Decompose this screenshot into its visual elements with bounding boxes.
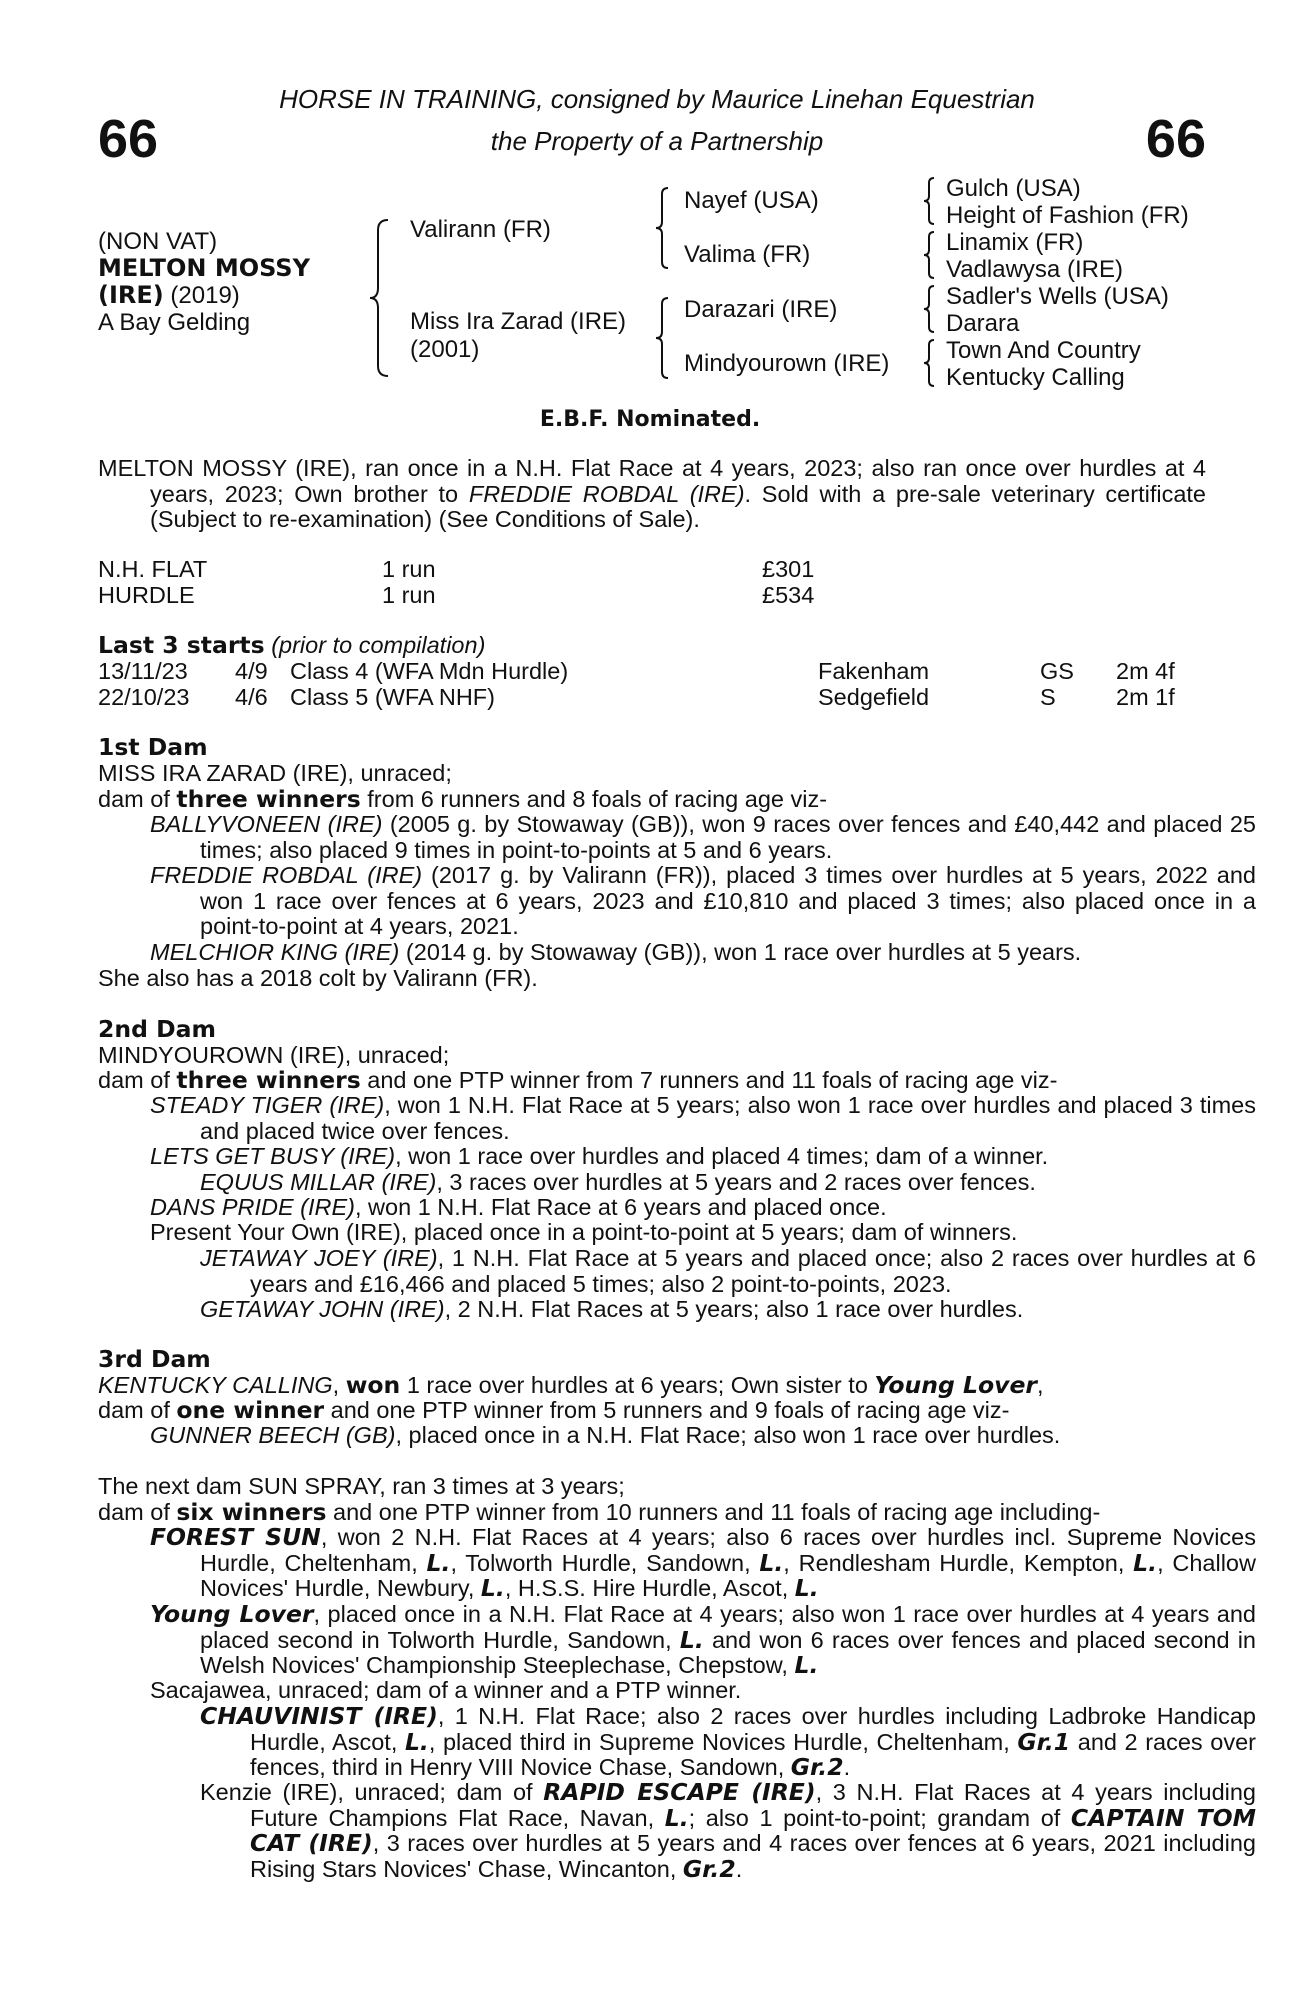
summary-paragraph [98,456,1206,533]
horse-year: (2019) [170,282,240,309]
pedigree-sire-dam: Valima (FR) [684,241,811,268]
group-2: Gr.2 [682,1854,736,1883]
produce-text: (2014 g. by Stowaway (GB)), won 1 race over hurdles at 5 years. [399,939,1082,965]
dam2-line-2 [98,1068,1057,1094]
summary-text-1: , ran once in a N.H. Flat Race at 4 years, 2023; also ran once over hurdles at 4 years, 2023; Own brother to [150,455,1207,507]
t: dam of [98,786,177,812]
produce-name: GETAWAY JOHN (IRE) [200,1296,445,1322]
produce-name: STEADY TIGER (IRE) [150,1092,385,1118]
t: . [843,1754,851,1780]
t: , [1036,1372,1044,1398]
dam3-line-2 [98,1398,1009,1424]
t: , Challow Novices' Hurdle, Newbury, [200,1549,1256,1601]
gg-brace-1 [922,176,936,226]
t: , Rendlesham Hurdle, Kempton, [783,1549,1134,1576]
produce-name: RAPID ESCAPE (IRE) [543,1778,816,1806]
produce-text: , 3 races over hurdles at 5 years and 2 races over fences. [436,1169,1036,1195]
pedigree-gg-4: Vadlawysa (IRE) [946,256,1123,283]
produce-text: (2005 g. by Stowaway (GB)), won 9 races over fences and £40,442 and placed 25 times; also placed 9 times in point-to-points at 5 and 6 years. [200,811,1256,863]
dam2-winners: three winners [176,1066,361,1094]
start-1-going: GS [1040,658,1074,684]
pedigree-gg-2: Height of Fashion (FR) [946,202,1189,229]
t: from 6 runners and 8 foals of racing age viz- [360,786,828,812]
group-2: Gr.2 [790,1753,844,1781]
start-2-course: Sedgefield [818,684,930,710]
t: , placed once in a N.H. Flat Race at 4 years; also won 1 race over hurdles at 4 years and placed second in Tolworth Hurdle, Sandown, [200,1601,1256,1653]
ebf-nominated: E.B.F. Nominated. [539,407,761,432]
produce-name: FOREST SUN [150,1523,321,1551]
vat-status: (NON VAT) [98,228,218,255]
summary-horse-name: MELTON MOSSY (IRE) [98,455,351,481]
t: dam of [98,1397,177,1423]
dam2-heading: 2nd Dam [98,1015,216,1043]
pedigree-dam: Miss Ira Zarad (IRE) [410,308,627,335]
next-line-2 [98,1500,1100,1526]
produce-name: BALLYVONEEN (IRE) [150,811,383,837]
t: and one PTP winner from 7 runners and 11 foals of racing age viz- [360,1067,1058,1093]
produce-text: , 2 N.H. Flat Races at 5 years; also 1 race over hurdles. [444,1296,1024,1322]
t: 1 race over hurdles at 6 years; Own sister to [400,1372,875,1398]
produce-name: DANS PRIDE (IRE) [150,1194,355,1220]
last-starts-heading [98,633,485,659]
start-2-dist: 2m 1f [1116,684,1175,710]
next-winners: six winners [176,1498,327,1526]
dam2-produce-3 [200,1170,1206,1196]
next-line-1: The next dam SUN SPRAY, ran 3 times at 3 years; [98,1473,625,1499]
chauvinist-entry [200,1704,1256,1781]
header-line-2: the Property of a Partnership [490,126,824,156]
pedigree-gg-6: Darara [946,310,1020,337]
produce-name: CAPTAIN TOM CAT (IRE) [250,1803,1256,1857]
t: , 3 N.H. Flat Races at 4 years including Future Champions Flat Race, Navan, [250,1779,1256,1831]
dam1-produce-1 [150,812,1256,863]
summary-brother: FREDDIE ROBDAL (IRE) [468,480,745,507]
t: and one PTP winner from 5 runners and 9 foals of racing age viz- [324,1397,1010,1423]
parents-brace [368,218,390,378]
dam1-line-2 [98,787,827,813]
start-1-course: Fakenham [818,658,930,684]
record-prize-2: £534 [762,582,815,608]
dam3-name: KENTUCKY CALLING [98,1372,333,1398]
horse-description: A Bay Gelding [98,309,251,336]
dam3-winners: one winner [176,1396,325,1424]
dam1-line-1: MISS IRA ZARAD (IRE), unraced; [98,760,452,786]
horse-origin: (IRE) [98,281,164,309]
pedigree-gg-7: Town And Country [946,337,1141,364]
pedigree-gg-8: Kentucky Calling [946,364,1125,391]
t: , Tolworth Hurdle, Sandown, [450,1549,760,1576]
last-starts-note: (prior to compilation) [271,632,486,658]
dam2-produce-1 [150,1093,1256,1144]
produce-name: JETAWAY JOEY (IRE) [200,1245,438,1271]
listed: L. [794,1651,819,1679]
produce-name: CHAUVINIST (IRE) [200,1702,438,1730]
sacajawea-entry: Sacajawea, unraced; dam of a winner and a PTP winner. [150,1677,742,1703]
dam-brace [654,296,670,380]
dam1-heading: 1st Dam [98,733,208,761]
pedigree-sire-sire: Nayef (USA) [684,187,819,214]
t: , won 2 N.H. Flat Races at 4 years; also 6 races over hurdles incl. Supreme Novices Hurdle, Cheltenham, [200,1524,1256,1576]
listed: L. [426,1548,451,1577]
gg-brace-4 [922,338,936,388]
produce-text: , won 1 N.H. Flat Race at 6 years and placed once. [355,1194,887,1220]
t: . [735,1855,743,1882]
dam2-produce-5: Present Your Own (IRE), placed once in a point-to-point at 5 years; dam of winners. [150,1219,1018,1245]
record-type-1: N.H. FLAT [98,556,208,582]
t: and 2 races over fences, third in Henry VIII Novice Chase, Sandown, [250,1728,1256,1780]
pedigree-gg-3: Linamix (FR) [946,229,1084,256]
listed: L. [404,1727,429,1756]
t: ; also 1 point-to-point; grandam of [688,1804,1071,1831]
summary-text-2: . Sold with a pre-sale veterinary certificate (Subject to re-examination) (See Conditions of Sale). [150,480,1206,532]
produce-name: EQUUS MILLAR (IRE) [200,1169,437,1195]
record-prize-1: £301 [762,556,815,582]
start-2-date: 22/10/23 [98,684,190,710]
dam1-line-3: She also has a 2018 colt by Valirann (FR). [98,965,538,991]
dam3-produce-1 [150,1423,1060,1449]
listed: L. [794,1574,819,1602]
listed: L. [679,1625,704,1654]
produce-text: , won 1 race over hurdles and placed 4 times; dam of a winner. [395,1143,1049,1169]
listed: L. [480,1574,505,1602]
gg-brace-2 [922,230,936,280]
start-1-dist: 2m 4f [1116,658,1175,684]
t: and won 6 races over fences and placed second in Welsh Novices' Championship Steeplechase, Chepstow, [200,1626,1257,1678]
dam2-line-1: MINDYOUROWN (IRE), unraced; [98,1042,450,1068]
pedigree-dam-year: (2001) [410,336,480,363]
young-lover: Young Lover [874,1371,1037,1399]
record-runs-2: 1 run [382,582,436,608]
produce-text: (2017 g. by Valirann (FR)), placed 3 times over hurdles at 5 years, 2022 and won 1 race over fences at 6 years, 2023 and £10,810 and placed 3 times; also placed once in a point-to-point at 4 years, 2021. [200,862,1256,939]
start-2-race: Class 5 (WFA NHF) [290,684,495,710]
lot-number-right: 66 [1145,109,1206,169]
listed: L. [759,1548,784,1577]
t: dam of [98,1499,177,1525]
dam2-produce-6 [200,1246,1256,1297]
produce-text: , won 1 N.H. Flat Race at 5 years; also won 1 race over hurdles and placed 3 times and placed twice over fences. [200,1092,1256,1144]
horse-name: MELTON MOSSY [98,254,310,282]
young-lover-entry [150,1602,1256,1679]
forest-sun-entry [150,1525,1256,1602]
t: , 1 N.H. Flat Race; also 2 races over hurdles including Ladbroke Handicap Hurdle, Ascot, [250,1703,1256,1755]
pedigree-gg-1: Gulch (USA) [946,175,1081,202]
start-2-pos: 4/6 [235,684,268,710]
produce-text: , placed once in a N.H. Flat Race; also won 1 race over hurdles. [395,1422,1061,1448]
header-line-1: HORSE IN TRAINING, consigned by Maurice Linehan Equestrian [279,84,1035,114]
produce-name: Young Lover [150,1600,314,1628]
lot-number-left: 66 [98,109,159,169]
pedigree-dam-dam: Mindyourown (IRE) [684,350,890,377]
last-starts-title: Last 3 starts [98,631,265,659]
t: Kenzie (IRE), unraced; dam of [200,1779,544,1805]
dam2-produce-2 [150,1144,1206,1170]
t: and one PTP winner from 10 runners and 11 foals of racing age including- [326,1499,1101,1525]
dam2-produce-4 [150,1195,1206,1221]
produce-name: MELCHIOR KING (IRE) [150,939,400,965]
pedigree-dam-sire: Darazari (IRE) [684,296,838,323]
t: dam of [98,1067,177,1093]
produce-name: GUNNER BEECH (GB) [150,1422,396,1448]
t: , [332,1372,346,1398]
horse-origin-year [98,282,240,309]
dam3-heading: 3rd Dam [98,1345,211,1373]
sire-brace [654,186,670,270]
listed: L. [1133,1548,1158,1577]
pedigree-gg-5: Sadler's Wells (USA) [946,283,1169,310]
dam1-winners: three winners [176,785,361,813]
t: , H.S.S. Hire Hurdle, Ascot, [504,1575,795,1601]
dam1-produce-2 [150,863,1256,940]
start-1-pos: 4/9 [235,658,268,684]
dam2-produce-7 [200,1297,1206,1323]
start-1-race: Class 4 (WFA Mdn Hurdle) [290,658,569,684]
start-2-going: S [1040,684,1056,710]
group-1: Gr.1 [1017,1727,1071,1756]
t: , placed third in Supreme Novices Hurdle, Cheltenham, [428,1728,1018,1755]
record-runs-1: 1 run [382,556,436,582]
produce-name: FREDDIE ROBDAL (IRE) [150,862,423,888]
start-1-date: 13/11/23 [98,658,188,684]
produce-text: , 1 N.H. Flat Race at 5 years and placed once; also 2 races over hurdles at 6 years and £16,466 and placed 5 times; also 2 point-to-points, 2023. [250,1245,1257,1297]
listed: L. [664,1803,689,1832]
kenzie-entry [200,1780,1256,1882]
t: , 3 races over hurdles at 5 years and 4 races over fences at 6 years, 2021 including Rising Stars Novices' Chase, Wincanton, [250,1830,1256,1882]
record-type-2: HURDLE [98,582,195,608]
t: won [345,1371,401,1399]
pedigree-sire: Valirann (FR) [410,216,551,243]
produce-name: LETS GET BUSY (IRE) [150,1143,396,1169]
dam1-produce-3 [150,940,1256,966]
dam3-line-1 [98,1373,1044,1399]
gg-brace-3 [922,284,936,334]
